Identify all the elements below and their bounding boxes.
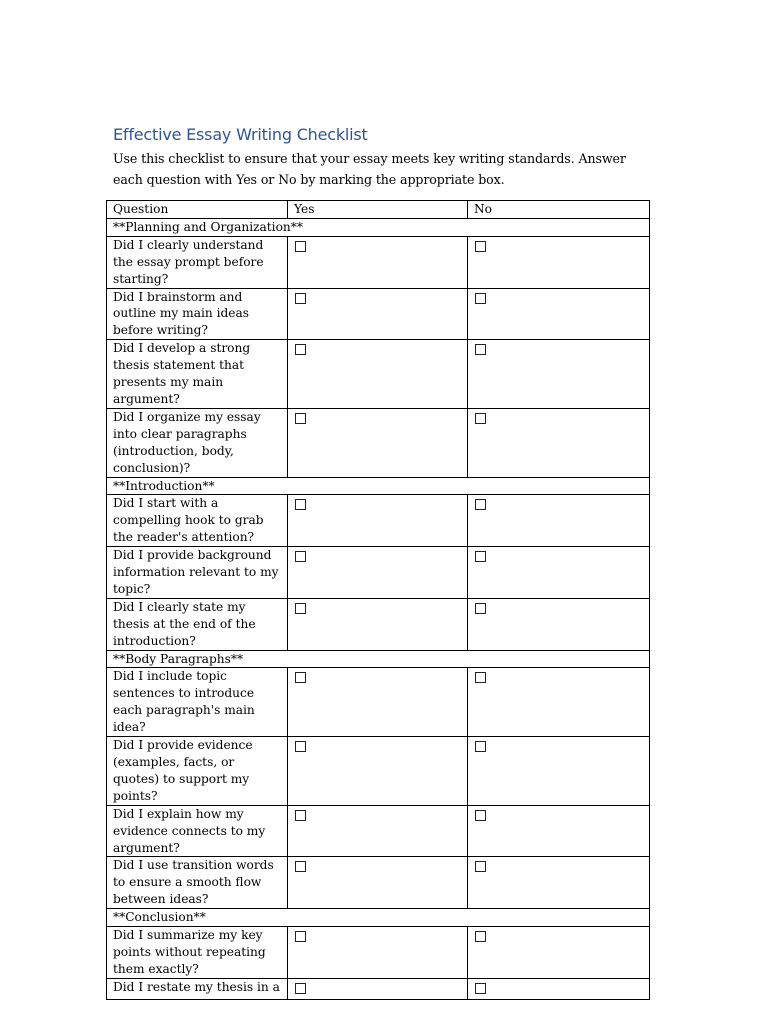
no-checkbox[interactable] [475,499,486,510]
no-checkbox[interactable] [475,741,486,752]
yes-cell [288,737,468,806]
no-cell [468,340,650,409]
header-question: Question [107,201,288,219]
no-checkbox[interactable] [475,983,486,994]
question-cell: Did I include topic sentences to introduce each paragraph's main idea? [107,668,288,737]
table-row [107,927,650,979]
section-heading: **Conclusion** [107,909,650,927]
yes-checkbox[interactable] [295,499,306,510]
yes-cell [288,805,468,857]
question-cell: Did I summarize my key points without repeating them exactly? [107,927,288,979]
section-heading: **Body Paragraphs** [107,650,650,668]
question-cell: Did I restate my thesis in a [107,978,288,999]
no-checkbox[interactable] [475,551,486,562]
header-yes: Yes [288,201,468,219]
table-row [107,547,650,599]
table-row [107,805,650,857]
no-checkbox[interactable] [475,810,486,821]
no-checkbox[interactable] [475,861,486,872]
yes-checkbox[interactable] [295,241,306,252]
yes-checkbox[interactable] [295,551,306,562]
section-row [107,218,650,236]
yes-checkbox[interactable] [295,983,306,994]
question-cell: Did I use transition words to ensure a smooth flow between ideas? [107,857,288,909]
section-row [107,477,650,495]
checklist-table [106,200,650,1000]
no-cell [468,598,650,650]
yes-checkbox[interactable] [295,931,306,942]
header-no: No [468,201,650,219]
yes-checkbox[interactable] [295,293,306,304]
yes-cell [288,927,468,979]
question-cell: Did I provide evidence (examples, facts, or quotes) to support my points? [107,737,288,806]
yes-checkbox[interactable] [295,344,306,355]
table-row [107,737,650,806]
table-row [107,978,650,999]
question-cell: Did I develop a strong thesis statement that presents my main argument? [107,340,288,409]
table-row [107,408,650,477]
no-checkbox[interactable] [475,931,486,942]
yes-cell [288,236,468,288]
no-cell [468,668,650,737]
question-cell: Did I brainstorm and outline my main ideas before writing? [107,288,288,340]
yes-checkbox[interactable] [295,672,306,683]
yes-cell [288,495,468,547]
no-cell [468,805,650,857]
no-cell [468,408,650,477]
no-cell [468,495,650,547]
question-cell: Did I organize my essay into clear paragraphs (introduction, body, conclusion)? [107,408,288,477]
yes-checkbox[interactable] [295,741,306,752]
no-cell [468,857,650,909]
no-cell [468,547,650,599]
table-row [107,340,650,409]
no-checkbox[interactable] [475,241,486,252]
yes-cell [288,598,468,650]
no-checkbox[interactable] [475,344,486,355]
yes-checkbox[interactable] [295,861,306,872]
table-row [107,857,650,909]
no-checkbox[interactable] [475,293,486,304]
table-header-row [107,201,650,219]
section-row [107,909,650,927]
question-cell: Did I clearly state my thesis at the end of the introduction? [107,598,288,650]
no-checkbox[interactable] [475,413,486,424]
table-row [107,236,650,288]
yes-cell [288,668,468,737]
no-checkbox[interactable] [475,672,486,683]
yes-checkbox[interactable] [295,810,306,821]
yes-cell [288,288,468,340]
no-checkbox[interactable] [475,603,486,614]
yes-checkbox[interactable] [295,413,306,424]
table-row [107,495,650,547]
no-cell [468,927,650,979]
yes-checkbox[interactable] [295,603,306,614]
section-heading: **Introduction** [107,477,650,495]
question-cell: Did I provide background information relevant to my topic? [107,547,288,599]
section-row [107,650,650,668]
yes-cell [288,978,468,999]
yes-cell [288,408,468,477]
section-heading: **Planning and Organization** [107,218,650,236]
yes-cell [288,857,468,909]
table-row [107,668,650,737]
yes-cell [288,547,468,599]
question-cell: Did I clearly understand the essay prompt before starting? [107,236,288,288]
no-cell [468,737,650,806]
document-title: Effective Essay Writing Checklist [113,125,368,144]
no-cell [468,978,650,999]
no-cell [468,288,650,340]
table-row [107,598,650,650]
no-cell [468,236,650,288]
table-row [107,288,650,340]
yes-cell [288,340,468,409]
question-cell: Did I explain how my evidence connects to my argument? [107,805,288,857]
question-cell: Did I start with a compelling hook to grab the reader's attention? [107,495,288,547]
document-intro: Use this checklist to ensure that your essay meets key writing standards. Answer each question with Yes or No by marking the appropriate box. [113,151,626,187]
